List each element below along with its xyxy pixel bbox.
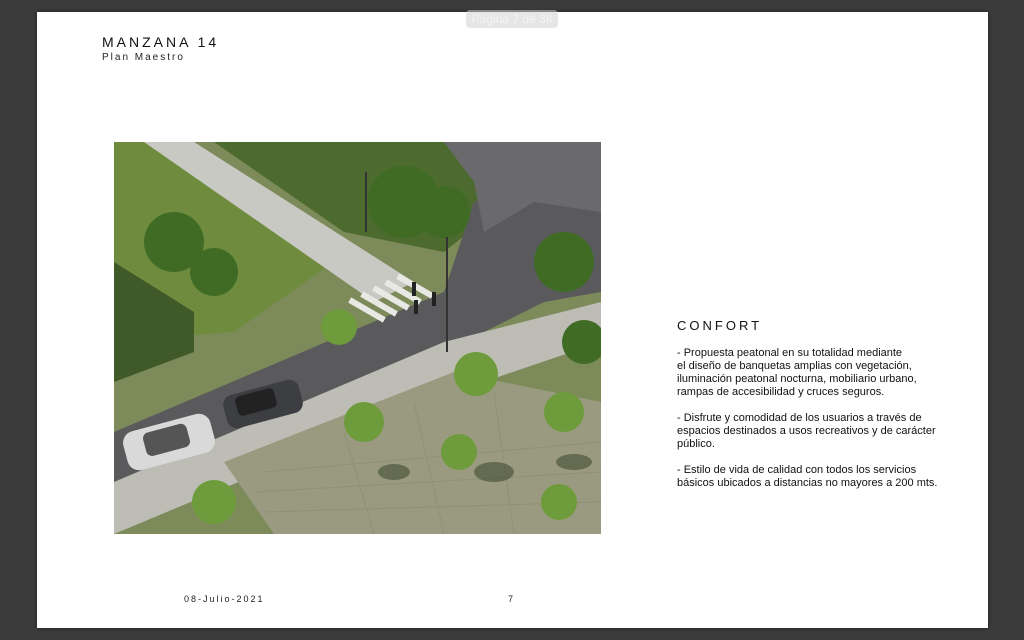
street-aerial-photo [114, 142, 601, 534]
section-heading: CONFORT [677, 318, 763, 333]
bullet-list [677, 347, 977, 503]
footer-date: 08-Julio-2021 [184, 594, 265, 604]
document-page [37, 12, 988, 628]
bullet-item: - Disfrute y comodidad de los usuarios a través de espacios destinados a usos recreativos y de carácter público. [677, 412, 936, 450]
page-indicator: Página 7 de 38 [466, 10, 558, 28]
bullet-item: - Estilo de vida de calidad con todos los servicios básicos ubicados a distancias no mayores a 200 mts. [677, 464, 938, 489]
bullet-item: - Propuesta peatonal en su totalidad mediante el diseño de banquetas amplias con vegetación, iluminación peatonal nocturna, mobiliario urbano, rampas de accesibilidad y cruces seguros. [677, 347, 917, 398]
document-title: MANZANA 14 [102, 34, 220, 50]
document-subtitle: Plan Maestro [102, 52, 185, 63]
footer-page-number: 7 [508, 594, 514, 604]
